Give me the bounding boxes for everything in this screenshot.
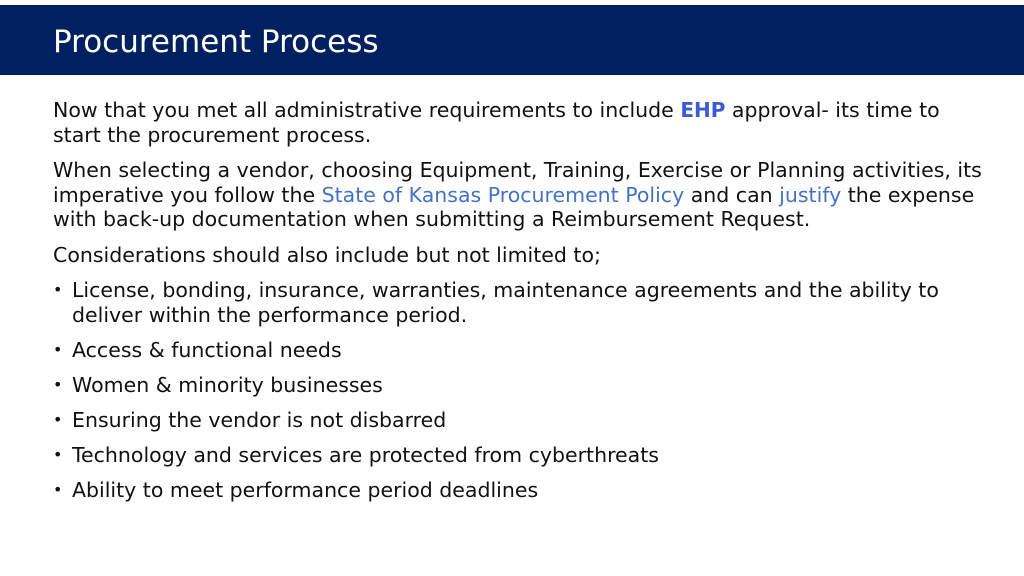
intro-text-end: approval- its time to start the procurement process.: [53, 98, 940, 147]
procurement-policy-link[interactable]: State of Kansas Procurement Policy: [321, 182, 685, 207]
vendor-text-end: the expense with back-up documentation when submitting a Reimbursement Request.: [53, 182, 975, 231]
list-item-text: Women & minority businesses: [72, 372, 383, 397]
title-bar: [0, 5, 1024, 75]
list-item: [53, 478, 993, 503]
bullet-icon: •: [53, 444, 63, 464]
vendor-text-start: When selecting a vendor, choosing Equipment, Training, Exercise or Planning activities, its imperative you follow the: [53, 158, 982, 207]
list-item-text: Access & functional needs: [72, 337, 342, 362]
ehp-acronym: EHP: [680, 98, 726, 122]
slide-body: [53, 98, 993, 513]
list-item: [53, 278, 993, 327]
bullet-icon: •: [53, 339, 63, 359]
list-item: [53, 373, 993, 398]
justify-link[interactable]: justify: [779, 182, 842, 207]
bullet-icon: •: [53, 409, 63, 429]
list-item-text: Ensuring the vendor is not disbarred: [72, 407, 447, 432]
vendor-text-middle: and can: [684, 182, 780, 207]
list-item-text: Technology and services are protected from cyberthreats: [72, 442, 659, 467]
list-item: [53, 443, 993, 468]
bullet-icon: •: [53, 479, 63, 499]
list-item: [53, 338, 993, 363]
list-item: [53, 408, 993, 433]
bullet-icon: •: [53, 374, 63, 394]
intro-text-start: Now that you met all administrative requirements to include: [53, 98, 681, 122]
considerations-heading: Considerations should also include but not limited to;: [53, 242, 601, 267]
bullet-icon: •: [53, 280, 63, 299]
considerations-list: [53, 278, 993, 502]
vendor-paragraph: [53, 158, 993, 232]
slide-title: Procurement Process: [53, 24, 379, 60]
list-item-text: License, bonding, insurance, warranties, maintenance agreements and the ability to deliver within the performance period.: [72, 278, 939, 327]
intro-paragraph: [53, 98, 993, 147]
list-item-text: Ability to meet performance period deadlines: [72, 477, 539, 502]
